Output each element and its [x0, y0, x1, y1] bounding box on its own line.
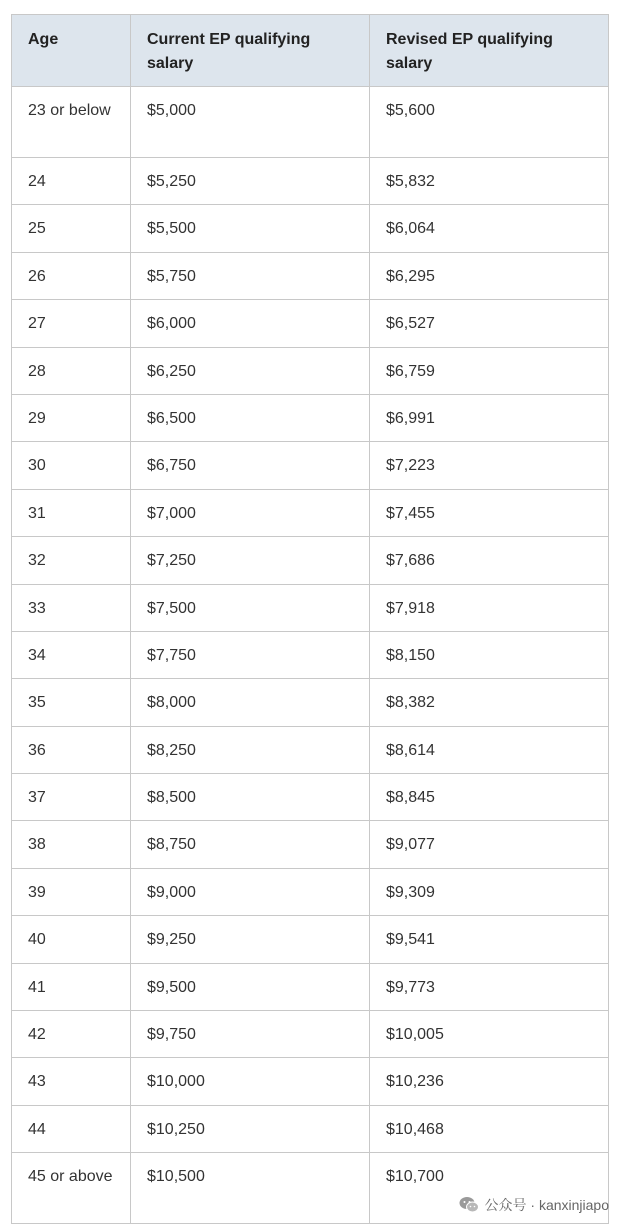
- cell-revised-salary: $10,005: [370, 1011, 609, 1058]
- cell-age: 30: [12, 442, 131, 489]
- table-row: [12, 1011, 609, 1058]
- cell-current-salary: $8,250: [131, 726, 370, 773]
- header-revised-salary: Revised EP qualifying salary: [370, 15, 609, 87]
- cell-revised-salary: $6,064: [370, 205, 609, 252]
- cell-revised-salary: $8,150: [370, 631, 609, 678]
- cell-revised-salary: $10,468: [370, 1105, 609, 1152]
- table-row: [12, 631, 609, 678]
- cell-age: 36: [12, 726, 131, 773]
- cell-current-salary: $6,500: [131, 394, 370, 441]
- watermark-text: 公众号 · kanxinjiapo: [484, 1197, 609, 1213]
- ep-salary-table: [11, 14, 609, 1224]
- cell-age: 28: [12, 347, 131, 394]
- table-row: [12, 679, 609, 726]
- cell-age: 39: [12, 868, 131, 915]
- header-current-salary: Current EP qualifying salary: [131, 15, 370, 87]
- cell-current-salary: $5,250: [131, 158, 370, 205]
- cell-age: 40: [12, 916, 131, 963]
- cell-revised-salary: $7,455: [370, 489, 609, 536]
- table-row: [12, 205, 609, 252]
- table-row: [12, 1058, 609, 1105]
- cell-current-salary: $9,000: [131, 868, 370, 915]
- cell-revised-salary: $7,223: [370, 442, 609, 489]
- cell-current-salary: $8,500: [131, 774, 370, 821]
- cell-current-salary: $5,750: [131, 252, 370, 299]
- cell-age: 32: [12, 537, 131, 584]
- cell-age: 27: [12, 300, 131, 347]
- cell-current-salary: $8,750: [131, 821, 370, 868]
- cell-age: 44: [12, 1105, 131, 1152]
- cell-current-salary: $7,750: [131, 631, 370, 678]
- cell-revised-salary: $10,700: [370, 1153, 609, 1224]
- cell-current-salary: $9,250: [131, 916, 370, 963]
- cell-revised-salary: $8,845: [370, 774, 609, 821]
- table-row: [12, 252, 609, 299]
- cell-revised-salary: $6,759: [370, 347, 609, 394]
- cell-revised-salary: $10,236: [370, 1058, 609, 1105]
- cell-current-salary: $9,750: [131, 1011, 370, 1058]
- wechat-icon: [459, 1196, 479, 1214]
- cell-current-salary: $10,500: [131, 1153, 370, 1224]
- cell-age: 24: [12, 158, 131, 205]
- cell-current-salary: $10,000: [131, 1058, 370, 1105]
- cell-current-salary: $5,000: [131, 87, 370, 158]
- cell-revised-salary: $9,773: [370, 963, 609, 1010]
- table-row: [12, 300, 609, 347]
- header-row: [12, 15, 609, 87]
- table-row: [12, 584, 609, 631]
- table-body: [12, 87, 609, 1224]
- cell-age: 41: [12, 963, 131, 1010]
- cell-current-salary: $6,250: [131, 347, 370, 394]
- cell-current-salary: $5,500: [131, 205, 370, 252]
- cell-age: 31: [12, 489, 131, 536]
- cell-age: 25: [12, 205, 131, 252]
- cell-age: 34: [12, 631, 131, 678]
- table-row: [12, 963, 609, 1010]
- table-row: [12, 1105, 609, 1152]
- table-row: [12, 821, 609, 868]
- cell-revised-salary: $5,832: [370, 158, 609, 205]
- cell-revised-salary: $7,918: [370, 584, 609, 631]
- cell-age: 29: [12, 394, 131, 441]
- cell-current-salary: $6,750: [131, 442, 370, 489]
- cell-current-salary: $9,500: [131, 963, 370, 1010]
- cell-age: 38: [12, 821, 131, 868]
- watermark: [459, 1195, 610, 1215]
- cell-revised-salary: $6,527: [370, 300, 609, 347]
- cell-age: 43: [12, 1058, 131, 1105]
- cell-revised-salary: $6,991: [370, 394, 609, 441]
- table-row: [12, 442, 609, 489]
- salary-table-container: [11, 14, 608, 1224]
- cell-revised-salary: $6,295: [370, 252, 609, 299]
- cell-age: 26: [12, 252, 131, 299]
- cell-revised-salary: $8,382: [370, 679, 609, 726]
- cell-age: 23 or below: [12, 87, 131, 158]
- table-row: [12, 916, 609, 963]
- table-row: [12, 489, 609, 536]
- table-row: [12, 774, 609, 821]
- cell-current-salary: $7,000: [131, 489, 370, 536]
- cell-age: 35: [12, 679, 131, 726]
- cell-age: 42: [12, 1011, 131, 1058]
- table-row: [12, 347, 609, 394]
- cell-revised-salary: $9,541: [370, 916, 609, 963]
- cell-revised-salary: $8,614: [370, 726, 609, 773]
- cell-current-salary: $7,250: [131, 537, 370, 584]
- cell-current-salary: $6,000: [131, 300, 370, 347]
- cell-current-salary: $8,000: [131, 679, 370, 726]
- cell-revised-salary: $7,686: [370, 537, 609, 584]
- table-row: [12, 158, 609, 205]
- cell-age: 37: [12, 774, 131, 821]
- cell-revised-salary: $5,600: [370, 87, 609, 158]
- table-row: [12, 87, 609, 158]
- table-header: [12, 15, 609, 87]
- table-row: [12, 394, 609, 441]
- table-row: [12, 868, 609, 915]
- cell-current-salary: $10,250: [131, 1105, 370, 1152]
- cell-age: 45 or above: [12, 1153, 131, 1224]
- cell-current-salary: $7,500: [131, 584, 370, 631]
- table-row: [12, 726, 609, 773]
- cell-revised-salary: $9,077: [370, 821, 609, 868]
- cell-revised-salary: $9,309: [370, 868, 609, 915]
- table-row: [12, 537, 609, 584]
- cell-age: 33: [12, 584, 131, 631]
- header-age: Age: [12, 15, 131, 87]
